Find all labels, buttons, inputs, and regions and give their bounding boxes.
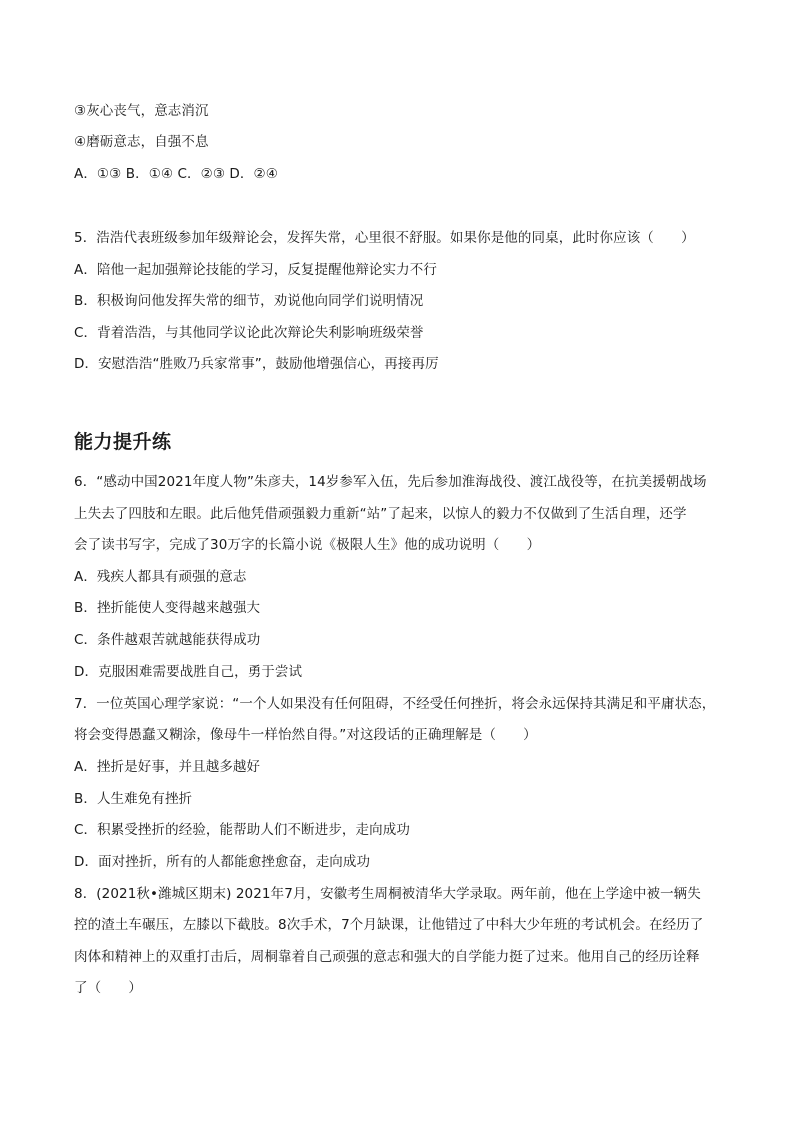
option-line-3: ③灰心丧气，意志消沉: [74, 103, 209, 119]
question-6-stem-line-3: 会了读书写字，完成了30万字的长篇小说《极限人生》他的成功说明（ ）: [74, 537, 541, 553]
question-6-option-b: B．挫折能使人变得越来越强大: [74, 600, 261, 616]
section-title: 能力提升练: [74, 431, 172, 453]
answer-choices-q4: A．①③ B．①④ C．②③ D．②④: [74, 166, 278, 182]
question-5-option-d: D．安慰浩浩“胜败乃兵家常事”，鼓励他增强信心，再接再厉: [74, 356, 439, 372]
question-5-option-c: C．背着浩浩，与其他同学议论此次辩论失利影响班级荣誉: [74, 325, 424, 341]
question-5-stem: 5．浩浩代表班级参加年级辩论会，发挥失常，心里很不舒服。如果你是他的同桌，此时你应该（ ）: [74, 230, 695, 246]
question-8-stem-line-3: 肉体和精神上的双重打击后，周桐靠着自己顽强的意志和强大的自学能力挺了过来。他用自己的经历诠释: [74, 949, 700, 965]
question-6-option-a: A．残疾人都具有顽强的意志: [74, 569, 247, 585]
question-7-option-b: B．人生难免有挫折: [74, 791, 193, 807]
question-6-option-d: D．克服困难需要战胜自己，勇于尝试: [74, 664, 303, 680]
question-5-option-b: B．积极询问他发挥失常的细节，劝说他向同学们说明情况: [74, 293, 424, 309]
question-7-stem-line-2: 将会变得愚蠢又糊涂，像母牛一样怡然自得。”对这段话的正确理解是（ ）: [74, 727, 537, 743]
question-6-stem-line-2: 上失去了四肢和左眼。此后他凭借顽强毅力重新“站”了起来，以惊人的毅力不仅做到了生活自理，还学: [74, 506, 687, 522]
question-7-option-a: A．挫折是好事，并且越多越好: [74, 759, 261, 775]
question-7-option-c: C．积累受挫折的经验，能帮助人们不断进步，走向成功: [74, 822, 410, 838]
question-8-stem-line-1: 8．(2021秋•潍城区期末) 2021年7月，安徽考生周桐被清华大学录取。两年前，他在上学途中被一辆失: [74, 886, 701, 902]
question-8-stem-line-4: 了（ ）: [74, 980, 142, 996]
question-7-stem-line-1: 7．一位英国心理学家说：“一个人如果没有任何阻碍，不经受任何挫折，将会永远保持其满足和平庸状态，: [74, 696, 716, 712]
question-6-stem-line-1: 6．“感动中国2021年度人物”朱彦夫，14岁参军入伍，先后参加淮海战役、渡江战役等，在抗美援朝战场: [74, 474, 707, 490]
question-6-option-c: C．条件越艰苦就越能获得成功: [74, 632, 261, 648]
question-5-option-a: A．陪他一起加强辩论技能的学习，反复提醒他辩论实力不行: [74, 262, 437, 278]
option-line-4: ④磨砺意志，自强不息: [74, 134, 209, 150]
question-7-option-d: D．面对挫折，所有的人都能愈挫愈奋，走向成功: [74, 854, 371, 870]
question-8-stem-line-2: 控的渣土车碾压，左膝以下截肢。8次手术，7个月缺课，让他错过了中科大少年班的考试机会。在经历了: [74, 917, 704, 933]
